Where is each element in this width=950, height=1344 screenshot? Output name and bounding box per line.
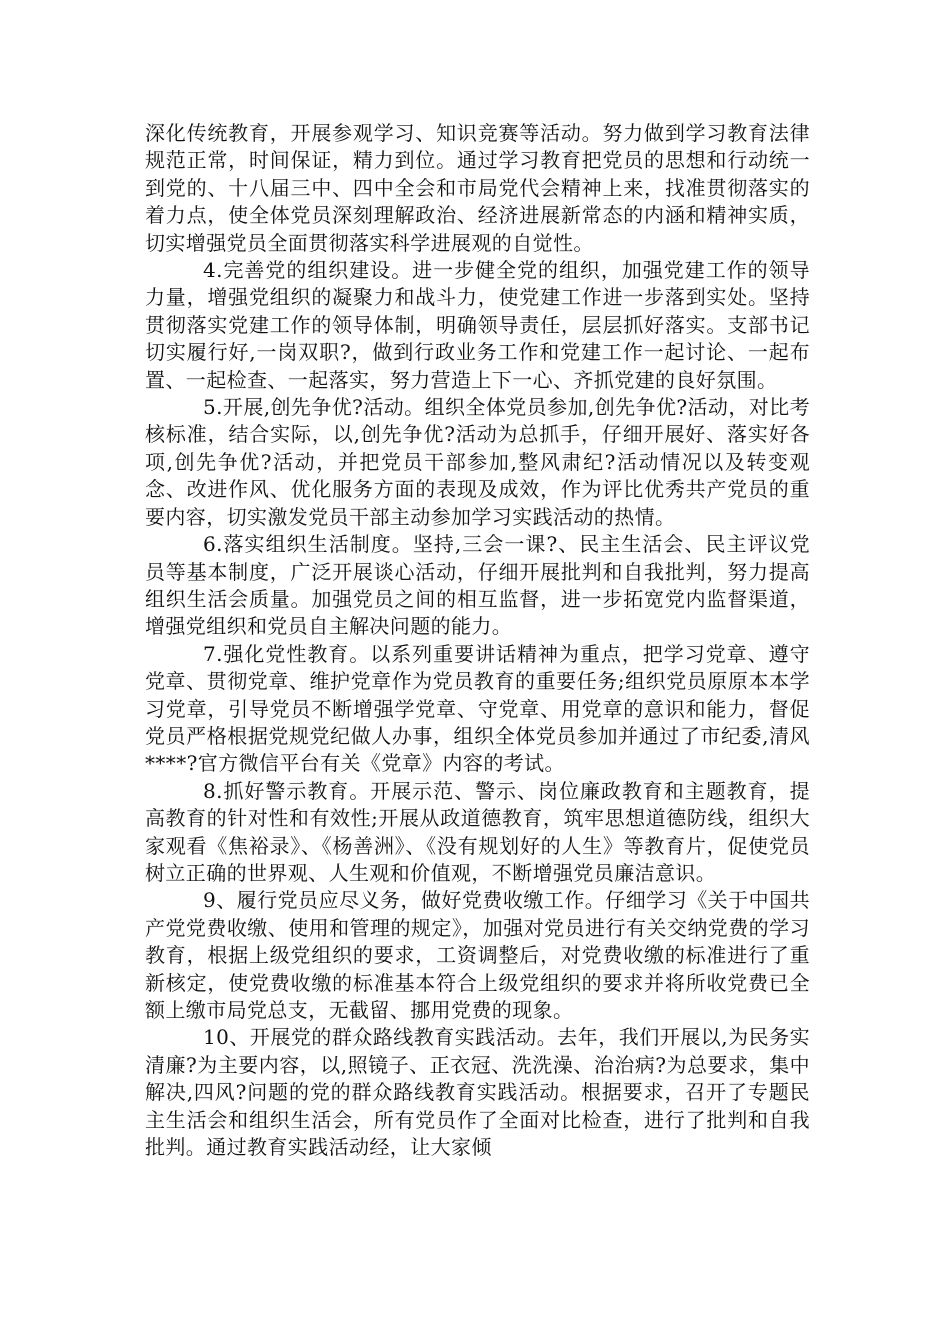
paragraph-study-education: 深化传统教育，开展参观学习、知识竞赛等活动。努力做到学习教育法律规范正常，时间保证，精力到位。通过学习教育把党员的思想和行动统一到党的、十八届三中、四中全会和市局党代会精神上来，找准贯彻落实的着力点，使全体党员深刻理解政治、经济进展新常态的内涵和精神实质，切实增强党员全面贯彻落实科学进展观的自觉性。 (145, 121, 810, 255)
paragraph-organization-building: 4.完善党的组织建设。进一步健全党的组织，加强党建工作的领导力量，增强党组织的凝聚力和战斗力，使党建工作进一步落到实处。坚持贯彻落实党建工作的领导体制，明确领导责任，层层抓好落实。支部书记切实履行好,一岗双职?，做到行政业务工作和党建工作一起讨论、一起布置、一起检查、一起落实，努力营造上下一心、齐抓党建的良好氛围。 (145, 258, 810, 392)
paragraph-party-spirit-education: 7.强化党性教育。以系列重要讲话精神为重点，把学习党章、遵守党章、贯彻党章、维护党章作为党员教育的重要任务;组织党员原原本本学习党章，引导党员不断增强学党章、守党章、用党章的意识和能力，督促党员严格根据党规党纪做人办事，组织全体党员参加并通过了市纪委,清风****?官方微信平台有关《党章》内容的考试。 (145, 641, 810, 776)
document-page (145, 120, 810, 1161)
paragraph-organizational-life: 6.落实组织生活制度。坚持,三会一课?、民主生活会、民主评议党员等基本制度，广泛开展谈心活动，仔细开展批判和自我批判，努力提高组织生活会质量。加强党员之间的相互监督，进一步拓宽党内监督渠道，增强党组织和党员自主解决问题的能力。 (145, 532, 810, 639)
paragraph-mass-line-campaign: 10、开展党的群众路线教育实践活动。去年，我们开展以,为民务实清廉?为主要内容，以,照镜子、正衣冠、洗洗澡、治治病?为总要求，集中解决,四风?问题的党的群众路线教育实践活动。根据要求，召开了专题民主生活会和组织生活会，所有党员作了全面对比检查，进行了批判和自我批判。通过教育实践活动经，让大家倾 (145, 1025, 810, 1160)
paragraph-party-dues: 9、履行党员应尽义务，做好党费收缴工作。仔细学习《关于中国共产党党费收缴、使用和管理的规定》，加强对党员进行有关交纳党费的学习教育，根据上级党组织的要求，工资调整后，对党费收缴的标准进行了重新核定，使党费收缴的标准基本符合上级党组织的要求并将所收党费已全额上缴市局党总支，无截留、挪用党费的现象。 (145, 888, 810, 1022)
paragraph-excellence-campaign: 5.开展,创先争优?活动。组织全体党员参加,创先争优?活动，对比考核标准，结合实际，以,创先争优?活动为总抓手，仔细开展好、落实好各项,创先争优?活动，并把党员干部参加,整风肃纪?活动情况以及转变观念、改进作风、优化服务方面的表现及成效，作为评比优秀共产党员的重要内容，切实激发党员干部主动参加学习实践活动的热情。 (145, 395, 810, 529)
paragraph-warning-education: 8.抓好警示教育。开展示范、警示、岗位廉政教育和主题教育，提高教育的针对性和有效性;开展从政道德教育，筑牢思想道德防线，组织大家观看《焦裕录》、《杨善洲》、《没有规划好的人生》等教育片，促使党员树立正确的世界观、人生观和价值观，不断增强党员廉洁意识。 (145, 778, 810, 885)
